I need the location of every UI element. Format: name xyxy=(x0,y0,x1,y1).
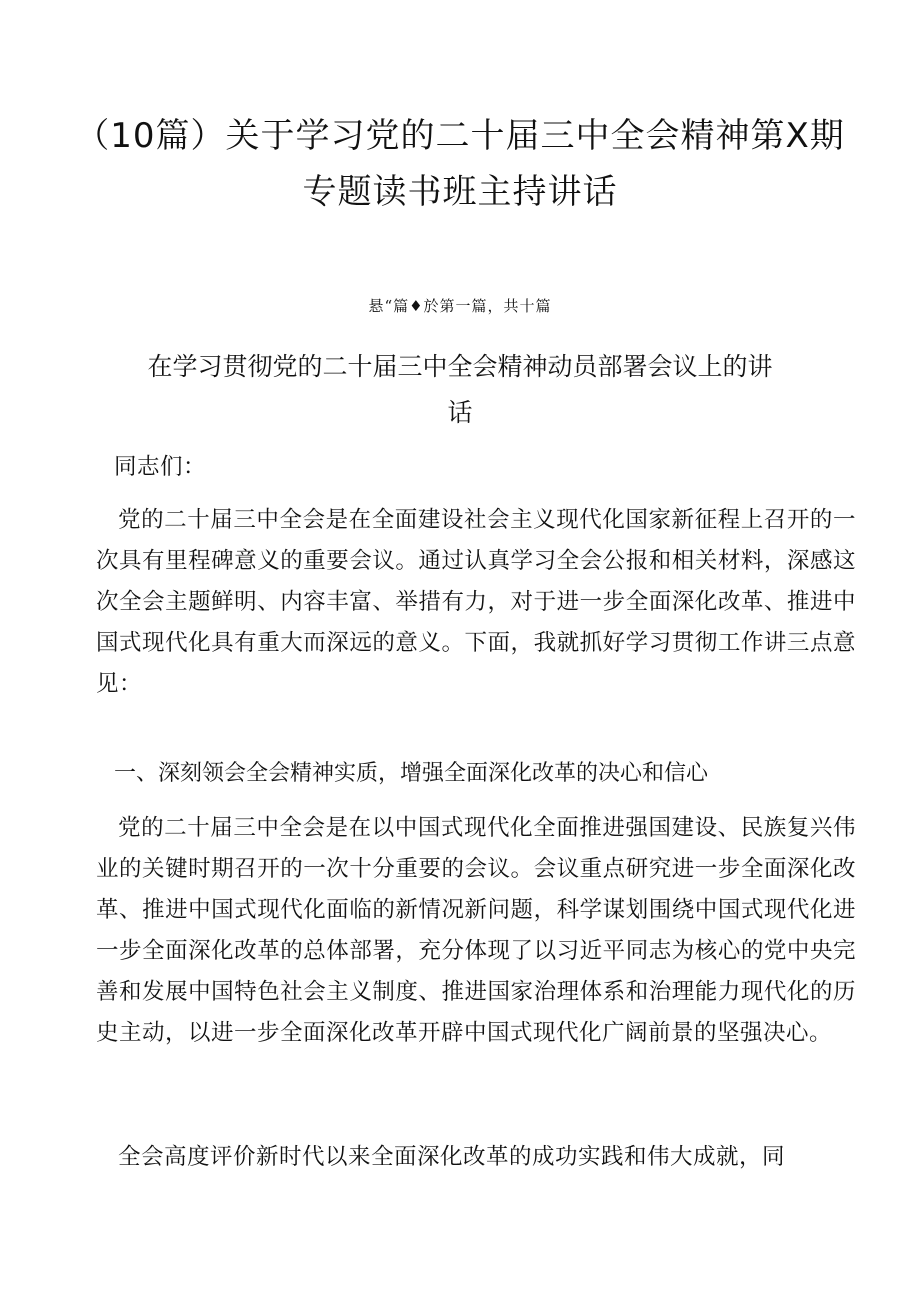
main-title-line-2: 专题读书班主持讲话 xyxy=(302,172,618,212)
greeting: 同志们： xyxy=(114,454,207,480)
main-title xyxy=(60,108,860,220)
section-heading-1: 一、深刻领会全会精神实质，增强全面深化改革的决心和信心 xyxy=(114,761,709,786)
paragraph-1: 党的二十届三中全会是在全面建设社会主义现代化国家新征程上召开的一次具有里程碑意义的重要会议。通过认真学习全会公报和相关材料，深感这次全会主题鲜明、内容丰富、举措有力，对于进一步全面深化改革、推进中国式现代化具有重大而深远的意义。下面，我就抓好学习贯彻工作讲三点意见： xyxy=(96,507,856,697)
article-title-line-1: 在学习贯彻党的二十届三中全会精神动员部署会议上的讲 xyxy=(147,352,773,381)
main-title-line-1: （10篇）关于学习党的二十届三中全会精神第X期 xyxy=(75,116,845,156)
paragraph-3: 全会高度评价新时代以来全面深化改革的成功实践和伟大成就，同 xyxy=(118,1144,786,1170)
article-title-line-2: 话 xyxy=(447,398,473,427)
paragraph-2: 党的二十届三中全会是在以中国式现代化全面推进强国建设、民族复兴伟业的关键时期召开的一次十分重要的会议。会议重点研究进一步全面深化改革、推进中国式现代化面临的新情况新问题，科学谋划围绕中国式现代化进一步全面深化改革的总体部署，充分体现了以习近平同志为核心的党中央完善和发展中国特色社会主义制度、推进国家治理体系和治理能力现代化的历史主动，以进一步全面深化改革开辟中国式现代化广阔前景的坚强决心。 xyxy=(96,815,856,1046)
section-meta: 悬“篇♦於第一篇，共十篇 xyxy=(368,297,552,315)
article-title xyxy=(110,344,810,436)
